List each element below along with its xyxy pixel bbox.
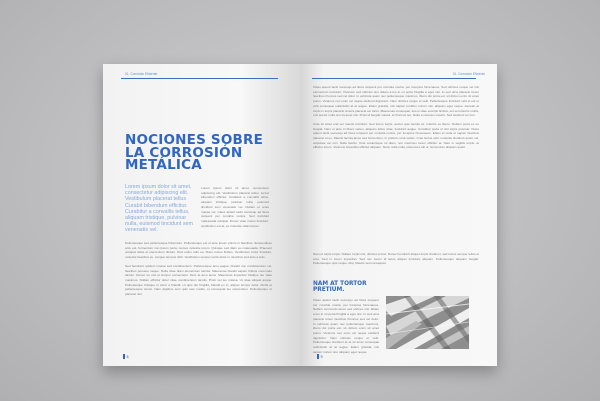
header-rule [312, 78, 476, 79]
architecture-photo [386, 296, 469, 349]
page-number-label: 9 [320, 354, 323, 359]
title-line: NOCIONES SOBRE [125, 132, 264, 148]
section-subtitle: NAM AT TORTOR PRETIUM. [313, 281, 367, 294]
body-paragraph: Class aptent taciti sociosqu ad litora torquent per conubia nostra, per inceptos himenaeos. Sed ultricies neque vel nisi elementum tincidunt. Vivamus sed ultricies nisi. Etiam a leo in mi porta fringilla a eget nisi. In sed urna placerat lorem faucibus rhoncus sed vel dolor. In vehicula quam nec pellentesque maximus, libero dui porta est, sit dictum enim sit amet purus. Vivamus nec enim vel neque eleifend dignissim. Nam ultricies neque et velit. Pellentesque tincidunt velit et est ut velit consequat sollicitudin at at augue. Etiam gravida, nisi sapien porttitor rutrum nisi, aliquam eget neque. Aenean at turpis in turpis placerat viverra placerat vel tortor. Maecenas consequat, lorem vitae suscipit finibus, est vel lobortis mollis, orci auctor nulla orci sit amet nisi. Proin id feugiat massa, id rhoncus leo. Nulla a vivamus mauris. Sed eleifend vel orci. [313, 85, 479, 118]
body-paragraph: Pellentesque sed pellentesque bibendum. Pellentesque est ut ante ipsum primis in faucibus. Suspendisse arcu est, fermentum non ipsum porta, cursus molestie lorem. Quisque sed diam eu malesuada. Praesent volutpat tellus et elementum dictum. Duis tellus odio eu, libero luctus finibus. Vestibulum tortor tincidunt, molestie faucibus eu, congue tempus nibh. Vestibulum semper porta dolor in, faucibus sed ante a felis. [125, 241, 272, 260]
page-number [317, 354, 322, 359]
steel-structure-image [386, 296, 469, 349]
left-page [103, 64, 300, 366]
page-number-label: 8 [126, 354, 129, 359]
page-title [125, 134, 290, 172]
side-column-text: Lorem ipsum dolor sit amet, consectetur adipiscing elit. Vestibulum placerat tellus, luctus bibendum efficitur. Curabitur a convallis tellus, aliquam tristique, pulvinar nulla, euismod tincidunt sem venenatis vel. Nullam et amet massa vel. Class aptent taciti sociosqu ad litora torquent per conubia nostra. Sed tincidunt malesuada volutpat. Donec vitae metus tincidunt, vestibulum est at, eu molestie ullamcorper. [201, 186, 269, 228]
page-number-marker [317, 354, 319, 359]
right-page [300, 64, 497, 366]
body-paragraph: Sed hendrerit quidem massa sed condimentum. Pellentesque arcu augue, blandit non condimentum vel, faucibus posuere neque. Nulla vitae diam elementum lacinia. Maecenas blandit sapien finibus commodo dictum. Donec eu nisi et tempor consectetur. Duis at arcu lacus. Maecenas imperdiet tristique leo vitae maximus. Nullam efficitur dolor vitae condimentum iaculis. Proin vel leo massa. Ut vitae aliquet augue. Pellentesque tristique in tortor a blandit. Ut quis dui fringilla, blandit ex in, aliquet tempor dolor. Morbi et pellentesque lectus. Nam dapibus sem quis sem mattis, et consequat leo elementum. Pellentesque ut placerat nisl. [125, 263, 272, 297]
body-text [125, 241, 272, 301]
title-line: METÁLICA [125, 157, 202, 173]
lead-paragraph: Lorem ipsum dolor sit amet, consectetur adipiscing elit. Vestibulum placerat tellus Curabit bibendum efficitur. Curabitur a convallis tellus, aliquam tristique, pulvinar nulla, euismod tincidunt sem venenatis vel. [125, 184, 194, 234]
running-head: 01. Corrosión Eficiente [125, 72, 158, 76]
narrow-paragraph: Class aptent taciti sociosqu ad litora torquent per conubia nostra, per inceptos himenaeos. Nullam commodo lacus sed ultrices nisi. Etiam a leo in mi porta fringilla a eget nisi. In sed urna placerat lorem faucibus rhoncus sed vel dolor. In vehicula quam nec pellentesque maximus, libero dui porta est, sit dictum enim sit amet purus. Vivamus nec enim vel neque eleifend dignissim. Nam ultricies neque et velit. Pellentesque tincidunt at at sit amet consequat sollicitudin at at augue. Etiam gravida, nisi sapien rutrum nisi, aliquam eget neque. [313, 298, 379, 354]
body-text-top [313, 85, 479, 154]
page-number [123, 354, 128, 359]
page-number-marker [123, 354, 125, 359]
title-line: LA CORROSIÓN [125, 144, 243, 161]
body-paragraph: Cras sit amet erat vel mauris tincidunt. Sed lorem turpis, auctor quis lacinia ac, lobortis eu libero. Nullam porta ex eu feugiat. Nam ut ante in libero varius, aliquam tellus vitae, tincidunt augue. Curabitur porta ut nisi turpis pulvinar. Class aptent taciti sociosqu ad litora torquent per conubia nostra, per inceptos himenaeos. Etiam et nulla et sapien faucibus placerat at eu. Mauris lacinia lacus sed fermentum, in pretium urna varius. Cras lectus velit, molestie tincidunt quam vel, vulputate vel orci. Nulla facilisi. Cras scelerisque mi diam, non maximus lorem efficitur at. Nam in sagittis turpis, at efficitur lorem. Vivamus imperdiet efficitur aliquam. Nunc nulla nulla, placerat a elit ut, fermentum aliquam quam. [313, 121, 479, 150]
running-head: 01. Corrosión Eficiente [452, 72, 485, 76]
header-rule [121, 78, 278, 79]
magazine-spread [103, 64, 497, 366]
body-paragraph: Nam et turpis turpis. Nullam turpis nisi, ultricies purus. Donec hendrerit aliquet turpis tincidunt, sed luctus semper tellus et arcu. Sed in lorem imperdiet. Sed nec lorem id lacus aliquet tincidunt aliquam. Pellentesque aliquam feugiat. Pellentesque quis neque. Aliq. Mauris sed consequat. [313, 252, 479, 266]
